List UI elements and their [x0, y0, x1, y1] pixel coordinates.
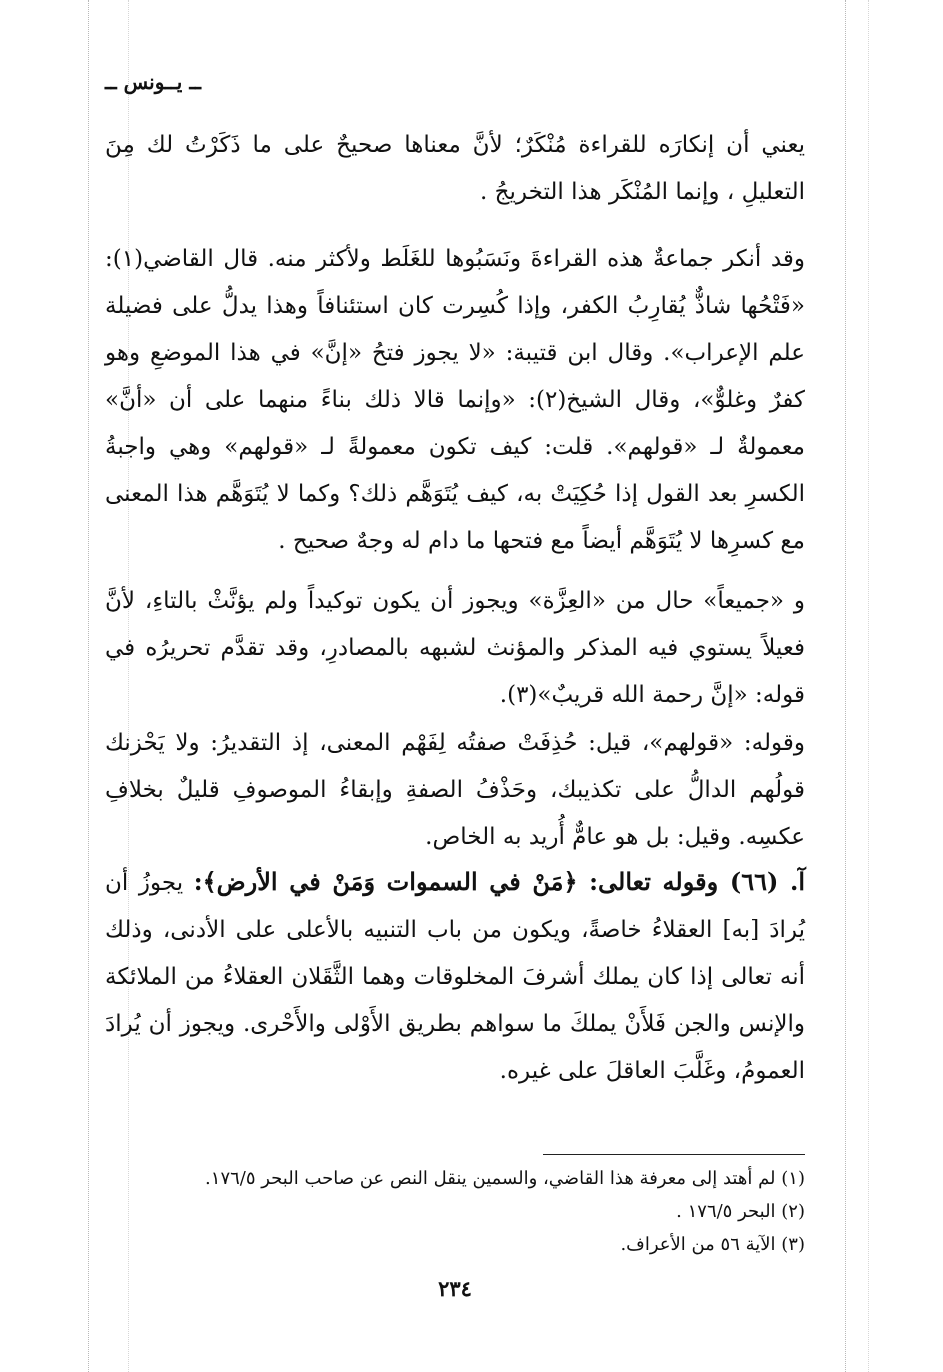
running-head: ــ يــونس ــ	[105, 70, 202, 94]
book-page	[105, 58, 805, 1318]
verse-heading: آ. (٦٦) وقوله تعالى: ﴿مَنْ في السموات وَمَنْ في الأرض﴾:	[193, 867, 805, 896]
verse-paragraph	[105, 858, 805, 1095]
footnote-divider	[543, 1154, 805, 1155]
paragraph-1: يعني أن إنكارَه للقراءة مُنْكَرٌ؛ لأنَّ معناها صحيحٌ على ما ذَكَرْتُ لك مِنَ التعليلِ ، وإنما المُنْكَر هذا التخريجُ .	[105, 132, 805, 205]
scan-edge-right-outer	[868, 0, 869, 1372]
paragraph-4: وقوله: «قولهم»، قيل: حُذِفَتْ صفتُه لِفَهْم المعنى، إذ التقديرُ: ولا يَحْزنك قولُهم الدالُّ على تكذيبك، وحَذْفُ الصفةِ وإبقاءُ الموصوفِ قليلٌ بخلافِ عكسِه. وقيل: بل هو عامٌّ أُريد به الخاص.	[105, 730, 805, 850]
footnote-2: (٢) البحر ١٧٦/٥ .	[676, 1201, 805, 1222]
footnotes	[105, 1162, 805, 1261]
scan-edge-left	[88, 0, 89, 1372]
paragraph-3: و «جميعاً» حال من «العِزَّة» ويجوز أن يكون توكيداً ولم يؤنَّثْ بالتاءِ، لأنَّ فعيلاً يستوي فيه المذكر والمؤنث لشبهه بالمصادرِ، وقد تقدَّم تحريرُه في قوله: «إنَّ رحمة الله قريبٌ»(٣).	[105, 588, 805, 708]
paragraph-2: وقد أنكر جماعةٌ هذه القراءةَ ونَسَبُوها للغَلَط ولأكثر منه. قال القاضي(١): «فَتْحُها شاذٌّ يُقارِبُ الكفر، وإذا كُسِرت كان استئنافاً وهذا يدلُّ على فضيلة علم الإعراب». وقال ابن قتيبة: «لا يجوز فتحُ «إنَّ» في هذا الموضعِ وهو كفرٌ وغلوٌّ»، وقال الشيخ(٢): «وإنما قالا ذلك بناءً منهما على أن «أنَّ» معمولةٌ لـ «قولهم». قلت: كيف تكون معمولةً لـ «قولهم» وهي واجبةُ الكسرِ بعد القول إذا حُكِيَتْ به، كيف يُتَوَهَّم ذلك؟ وكما لا يُتَوَهَّم هذا المعنى مع كسرِها لا يُتَوَهَّم أيضاً مع فتحها ما دام له وجهٌ صحيح .	[105, 246, 805, 554]
scan-edge-right	[845, 0, 846, 1372]
footnote-3: (٣) الآية ٥٦ من الأعراف.	[620, 1234, 805, 1255]
page-number: ٢٣٤	[438, 1276, 472, 1301]
footnote-1: (١) لم أهتد إلى معرفة هذا القاضي، والسمين ينقل النص عن صاحب البحر ١٧٦/٥.	[205, 1168, 805, 1189]
verse-commentary: يجوزُ أن يُرادَ [به] العقلاءُ خاصةً، ويكون من باب التنبيه بالأعلى على الأدنى، وذلك أنه تعالى إذا كان يملك أشرفَ المخلوقات وهما الثَّقَلان العقلاءُ من الملائكة والإنس والجن فَلأَنْ يملكَ ما سواهم بطريق الأَوْلى والأَحْرى. ويجوز أن يُرادَ العمومُ، وغَلَّبَ العاقلَ على غيره.	[105, 870, 806, 1084]
